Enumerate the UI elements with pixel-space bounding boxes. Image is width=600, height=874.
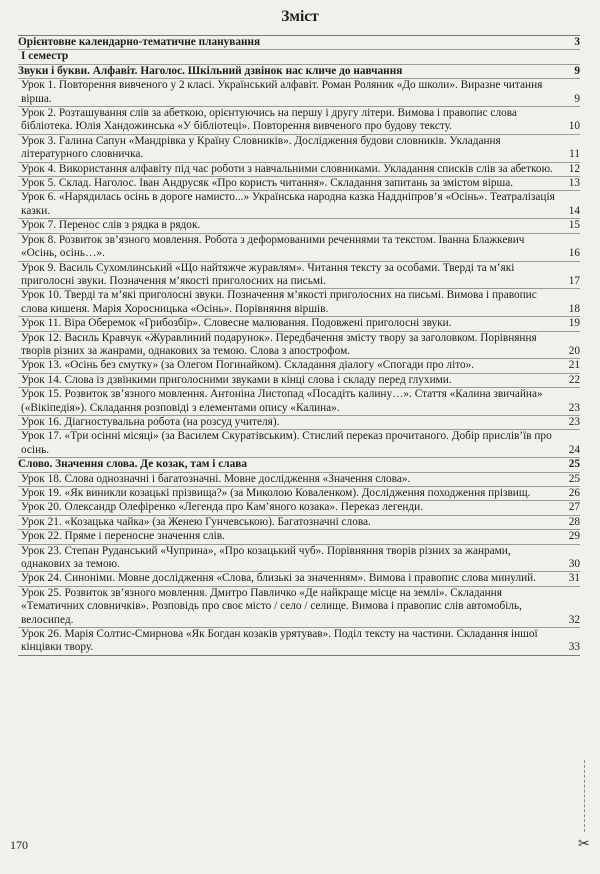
toc-entry-page: 23 [568,401,580,414]
toc-entry-page: 23 [568,415,580,428]
toc-entry-text: Урок 23. Степан Руданський «Чуприна», «Про козацький чуб». Порівняння творів різних за жанрами, однакових за темою. [21,544,511,571]
toc-row-section [18,65,580,79]
toc-row-lesson [18,416,580,430]
toc-entry-page: 25 [568,472,580,485]
toc-entry-text: Звуки і букви. Алфавіт. Наголос. Шкільний дзвінок нас кличе до навчання [18,64,403,77]
toc-row-lesson [18,107,580,135]
toc-row-lesson [18,487,580,501]
toc-entry-text: Урок 12. Василь Кравчук «Журавлиний подарунок». Передбачення змісту твору за заголовком. Порівняння творів різних за жанрами, однакових за темою. Слова з апострофом. [21,331,537,357]
toc-row-lesson [18,628,580,655]
toc-entry-text: Урок 21. «Козацька чайка» (за Женею Гунчевською). Багатозначні слова. [21,515,371,528]
toc-entry-page: 10 [568,120,580,133]
toc-entry-text: Орієнтовне календарно-тематичне планування [18,36,261,48]
toc-row-lesson [18,317,580,331]
toc-row-lesson [18,501,580,515]
toc-entry-page: 21 [568,359,580,372]
toc-row-lesson [18,219,580,233]
toc-row-lesson [18,177,580,191]
toc-entry-page: 15 [568,219,580,232]
toc-row-semester [18,50,580,64]
toc-entry-text: Урок 5. Склад. Наголос. Іван Андрусяк «Про користь читання». Складання запитань за змістом вірша. [21,177,514,190]
toc-entry-page: 22 [568,373,580,386]
toc-entry-page: 3 [574,36,580,48]
toc-entry-text: Урок 15. Розвиток зв’язного мовлення. Антоніна Листопад «Посадіть калину…». Стаття «Калина звичайна» («Вікіпедія»). Складання розповіді з елементами опису «Калина». [21,388,543,414]
toc-entry-text: Урок 9. Василь Сухомлинський «Що найтяжче журавлям». Читання тексту за особами. Тверді та м’які приголосні звуки. Позначення м’якості приголосних на письмі. [21,261,515,287]
toc-entry-text: Урок 1. Повторення вивченого у 2 класі. Український алфавіт. Роман Роляник «До школи». Виразне читання вірша. [21,79,543,105]
toc-entry-page: 9 [574,64,580,77]
toc-row-lesson [18,473,580,487]
toc-entry-text: Урок 20. Олександр Олефіренко «Легенда про Кам’яного козака». Переказ легенди. [21,501,424,514]
toc-row-lesson [18,530,580,544]
toc-entry-text: Урок 16. Діагностувальна робота (на розсуд учителя). [21,415,280,428]
toc-entry-text: Урок 8. Розвиток зв’язного мовлення. Робота з деформованими реченнями та текстом. Іванна Блажкевич «Осінь, осінь…». [21,233,525,260]
toc-entry-page: 14 [568,204,580,217]
toc-entry-page: 18 [568,302,580,315]
page-title: Зміст [281,8,319,25]
toc-entry-page: 33 [568,641,580,654]
toc-row-section [18,458,580,472]
toc-entry-text: Урок 19. «Як виникли козацькі прізвища?» (за Миколою Коваленком). Дослідження походження прізвищ. [21,487,531,499]
cut-line [584,760,585,832]
toc-row-lesson [18,545,580,573]
toc-entry-text: Урок 10. Тверді та м’які приголосні звуки. Позначення м’якості приголосних на письмі. Вимова і правопис слова кишеня. Марія Хоросницька «Осінь». Порівняння віршів. [21,289,537,315]
toc-entry-text: Урок 14. Слова із дзвінкими приголосними звуками в кінці слова і складу перед глухими. [21,373,452,386]
toc-entry-text: Урок 24. Синоніми. Мовне дослідження «Слова, близькі за значенням». Вимова і правопис слова минулий. [21,572,536,585]
toc-row-lesson [18,262,580,290]
toc-row-lesson [18,289,580,317]
toc-row-lesson [18,191,580,219]
toc-entry-text: Урок 25. Розвиток зв’язного мовлення. Дмитро Павличко «Де найкраще місце на землі». Складання «Тематичних словничків». Розповідь про своє місто / село / селище. Вимова і правопис слів автомобіль, велосипед. [21,586,522,626]
toc-entry-page: 25 [568,458,580,471]
toc-entry-text: Слово. Значення слова. Де козак, там і слава [18,458,247,471]
toc-entry-text: Урок 7. Перенос слів з рядка в рядок. [21,219,201,232]
toc-entry-page: 27 [568,501,580,514]
toc-row-lesson [18,572,580,586]
toc-entry-page: 31 [568,572,580,585]
toc-entry-page: 11 [569,148,580,161]
toc-entry-text: Урок 22. Пряме і переносне значення слів. [21,530,225,543]
toc-row-lesson [18,234,580,262]
toc-entry-page: 26 [568,487,580,499]
toc-entry-page: 13 [568,177,580,190]
toc-row-lesson [18,332,580,360]
toc-entry-page: 30 [568,558,580,571]
toc-entry-text: Урок 11. Віра Оберемок «Грибозбір». Словесне малювання. Подовжені приголосні звуки. [21,317,452,330]
toc-row-lesson [18,516,580,530]
toc-entry-text: І семестр [21,50,69,63]
toc-entry-page: 32 [568,613,580,626]
toc-table [18,35,580,656]
toc-row-lesson [18,587,580,628]
toc-entry-page: 16 [568,247,580,260]
toc-entry-text: Урок 6. «Нарядилась осінь в дороге намисто...» Українська народна казка Наддніпров’я «Осінь». Театралізація казки. [21,191,555,217]
toc-entry-page: 12 [568,162,580,175]
toc-entry-text: Урок 26. Марія Солтис-Смирнова «Як Богдан козаків урятував». Поділ тексту на частини. Складання іншої кінцівки твору. [21,628,538,654]
toc-row-lesson [18,374,580,388]
toc-entry-text: Урок 18. Слова однозначні і багатозначні. Мовне дослідження «Значення слова». [21,472,411,485]
toc-row-lesson [18,79,580,107]
toc-entry-text: Урок 17. «Три осінні місяці» (за Василем Скуратівським). Стислий переказ прочитаного. Добір прислів’їв про осінь. [21,430,552,456]
toc-entry-page: 20 [568,344,580,357]
toc-entry-page: 29 [568,530,580,543]
toc-entry-page: 17 [568,274,580,287]
toc-row-lesson [18,359,580,373]
page-number: 170 [10,838,28,852]
toc-entry-text: Урок 13. «Осінь без смутку» (за Олегом Погинайком). Складання діалогу «Спогади про літо». [21,359,475,372]
toc-entry-text: Урок 3. Галина Сапун «Мандрівка у Країну Словників». Дослідження будови словників. Укладання літературного словничка. [21,134,501,161]
toc-row-lesson [18,163,580,177]
scissors-icon: ✂ [578,837,590,852]
toc-row-lesson [18,135,580,163]
toc-entry-page: 9 [574,92,580,105]
toc-row-lesson [18,388,580,416]
toc-row-section [18,36,580,50]
toc-entry-page: 28 [568,515,580,528]
toc-entry-page: 19 [568,317,580,330]
toc-row-lesson [18,430,580,458]
toc-entry-text: Урок 4. Використання алфавіту під час роботи з навчальними словниками. Укладання списків слів за абеткою. [21,162,553,175]
toc-entry-page: 24 [568,443,580,456]
toc-entry-text: Урок 2. Розташування слів за абеткою, орієнтуючись на першу і другу літери. Вимова і правопис слова бібліотека. Юлія Хандожинська «У бібліотеці». Повторення вивченого про будову тексту. [21,107,517,133]
